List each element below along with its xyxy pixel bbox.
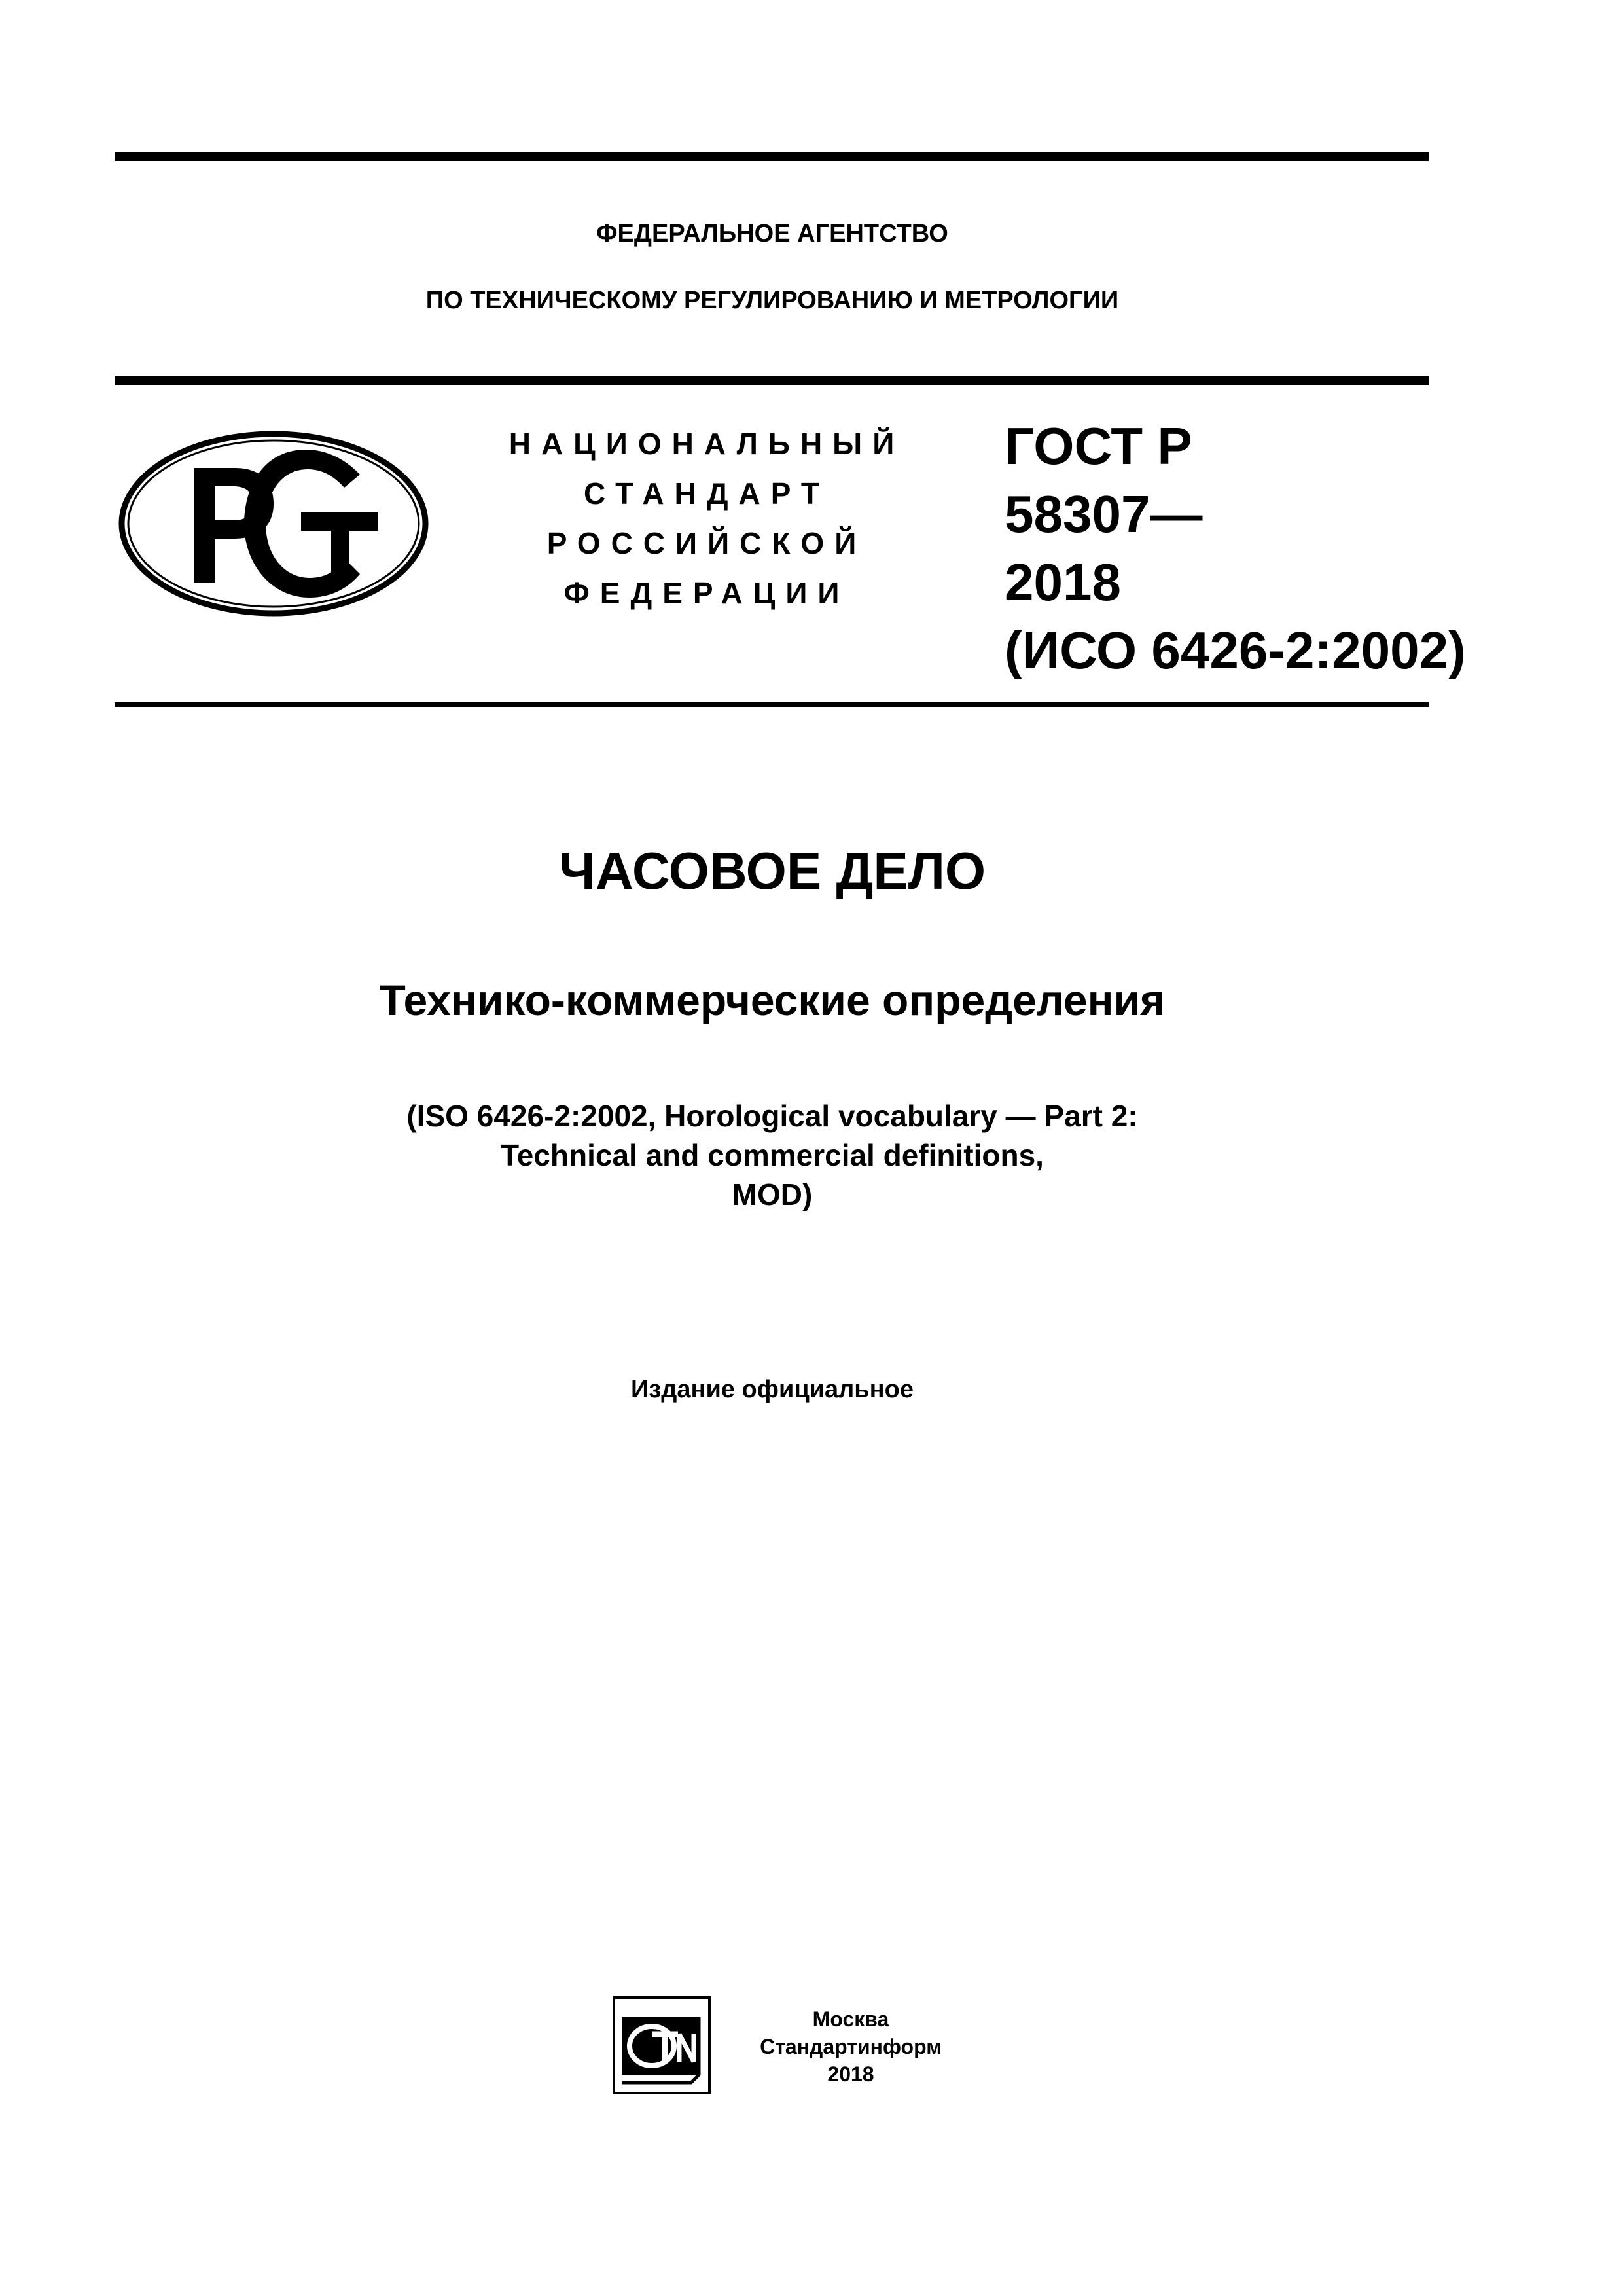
national-standard-line: НАЦИОНАЛЬНЫЙ xyxy=(508,427,905,461)
iso-reference-line: MOD) xyxy=(732,1177,813,1211)
agency-line-1: ФЕДЕРАЛЬНОЕ АГЕНТСТВО xyxy=(596,220,948,247)
publisher-city: Москва xyxy=(812,2007,889,2031)
publisher-logo xyxy=(613,1996,711,2094)
header-rule xyxy=(115,376,1429,385)
publisher-name: Стандартинформ xyxy=(760,2035,942,2058)
designation-line: 58307— xyxy=(1005,485,1203,543)
designation-rule xyxy=(115,702,1429,707)
iso-reference-line: (ISO 6426-2:2002, Horological vocabulary — Part 2: xyxy=(406,1099,1138,1133)
designation-line: ГОСТ Р xyxy=(1005,417,1192,475)
national-standard-line: СТАНДАРТ xyxy=(584,476,830,511)
top-rule xyxy=(115,152,1429,161)
gost-r-mark-icon xyxy=(116,429,431,619)
designation-line: 2018 xyxy=(1005,553,1121,611)
agency-line-2: ПО ТЕХНИЧЕСКОМУ РЕГУЛИРОВАНИЮ И МЕТРОЛОГИИ xyxy=(425,287,1119,314)
publisher-year: 2018 xyxy=(827,2062,874,2086)
edition-note: Издание официальное xyxy=(631,1376,914,1403)
standartinform-mark-icon xyxy=(613,1996,711,2094)
document-title: ЧАСОВОЕ ДЕЛО xyxy=(558,842,986,900)
document-subtitle: Технико-коммерческие определения xyxy=(379,976,1166,1024)
national-standard-line: РОССИЙСКОЙ xyxy=(546,526,867,560)
designation-line: (ИСО 6426-2:2002) xyxy=(1005,621,1466,679)
gost-r-logo xyxy=(116,429,431,619)
national-standard-line: ФЕДЕРАЦИИ xyxy=(563,576,850,610)
iso-reference-line: Technical and commercial definitions, xyxy=(501,1138,1044,1172)
